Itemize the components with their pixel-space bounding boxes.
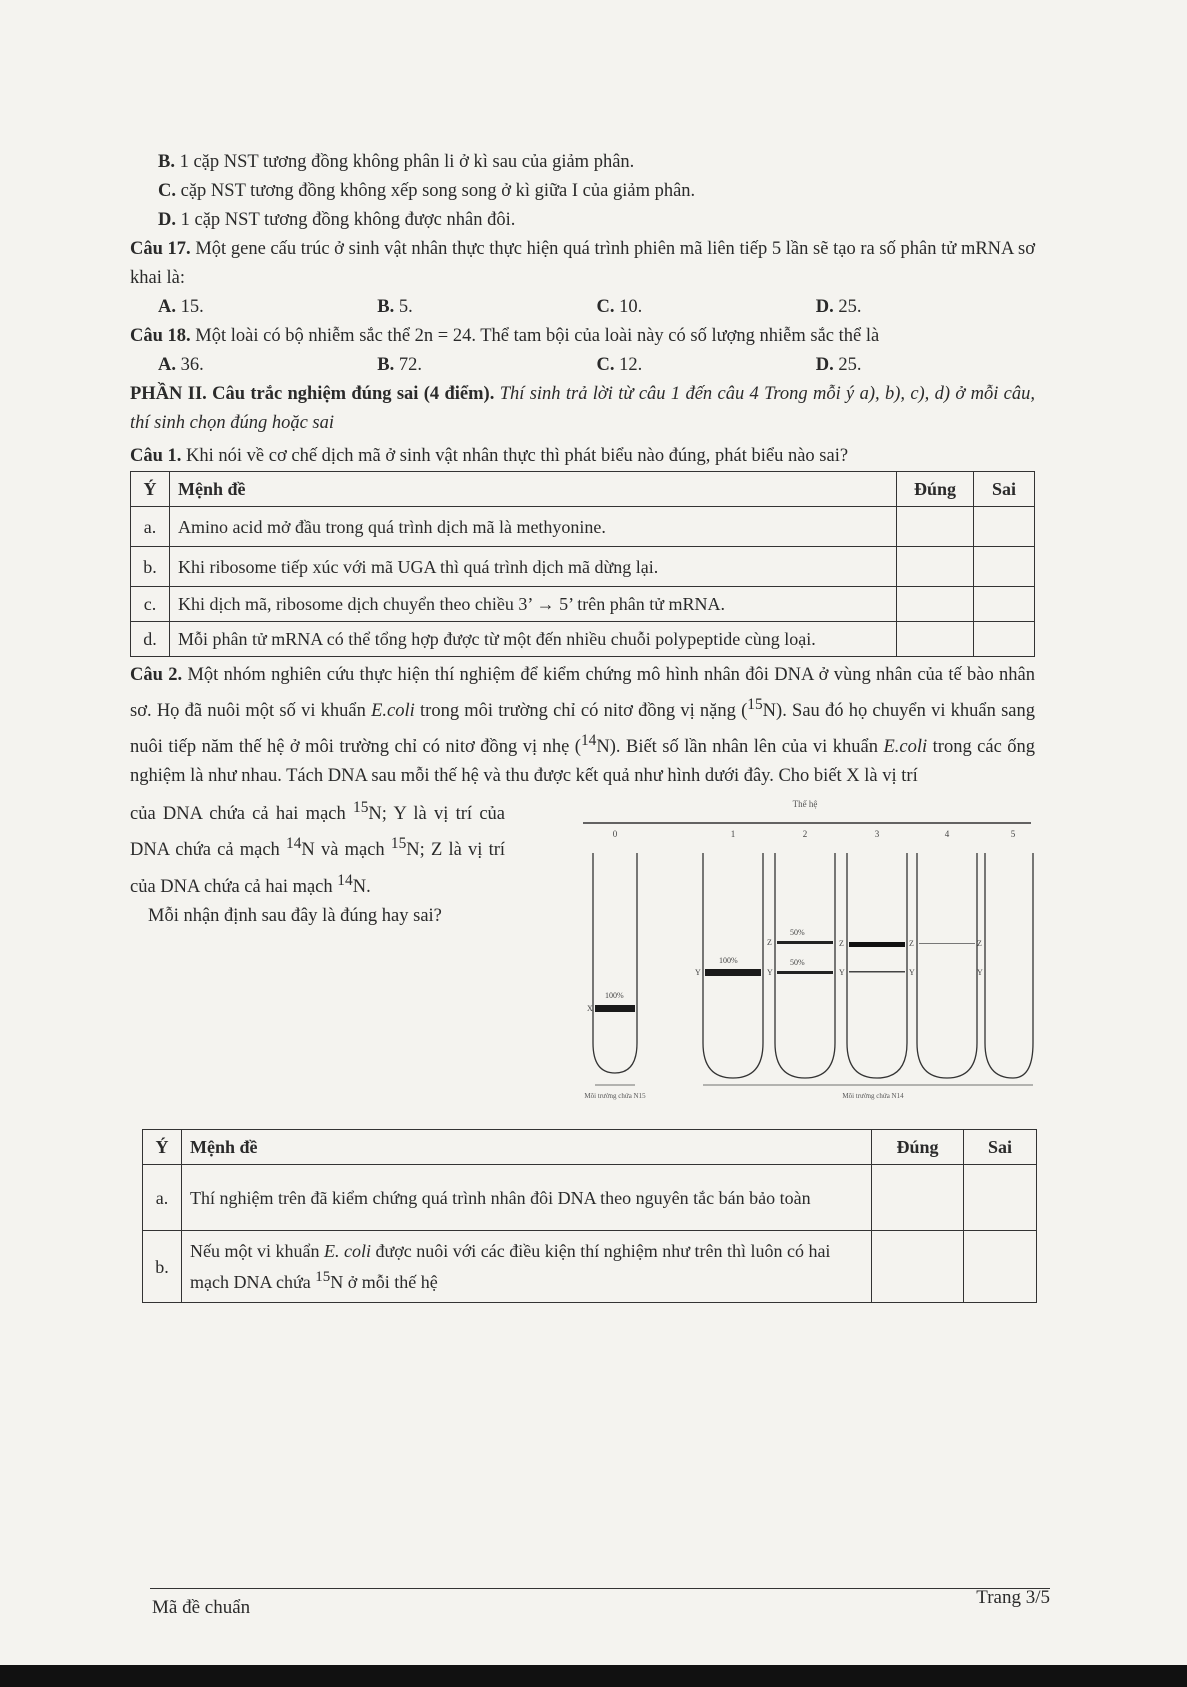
pct-label-gen1: 100% (719, 956, 738, 966)
table-row: b. Nếu một vi khuẩn E. coli được nuôi với các điều kiện thí nghiệm như trên thì luôn có hai mạch DNA chứa $^{15}$N ở mỗi thế hệ (143, 1231, 1037, 1303)
y-label-gen2: Y (767, 968, 773, 978)
true-cell[interactable] (872, 1231, 964, 1303)
c1-table (130, 471, 1035, 657)
table-header (143, 1130, 1037, 1165)
q18-option-b: B. 72. (377, 355, 422, 375)
col-true: Đúng (872, 1130, 964, 1165)
band-z-gen3 (849, 942, 905, 947)
footer-page-number: Trang 3/5 (976, 1587, 1050, 1608)
z-label-gen4: Z (909, 939, 914, 949)
true-cell[interactable] (897, 507, 974, 547)
tubes-svg (575, 793, 1035, 1123)
q18-option-a: A. 36. (158, 355, 204, 375)
band-z-gen2 (777, 941, 833, 944)
y-label-gen1: Y (695, 968, 701, 978)
pct-label-gen0: 100% (605, 991, 624, 1001)
true-cell[interactable] (897, 587, 974, 622)
band-y-gen2 (777, 971, 833, 974)
z-label-gen3: Z (839, 939, 844, 949)
true-cell[interactable] (897, 547, 974, 587)
q17-option-a: A. 15. (158, 297, 204, 317)
pct-z-gen2: 50% (790, 928, 805, 938)
band-x-gen0 (595, 1005, 635, 1012)
false-cell[interactable] (964, 1231, 1037, 1303)
tube-5 (985, 853, 1033, 1078)
c1-stem: Câu 1. Khi nói về cơ chế dịch mã ở sinh vật nhân thực thì phát biểu nào đúng, phát biểu nào sai? (130, 446, 849, 466)
table-row: b. Khi ribosome tiếp xúc với mã UGA thì quá trình dịch mã dừng lại. (131, 547, 1035, 587)
x-label-gen0: X (587, 1004, 593, 1014)
false-cell[interactable] (974, 622, 1035, 657)
part2-heading: PHẦN II. Câu trắc nghiệm đúng sai (4 điểm). Thí sinh trả lời từ câu 1 đến câu 4 Trong mỗi ý a), b), c), d) ở mỗi câu, thí sinh chọn đúng hoặc sai (130, 384, 1035, 433)
pct-y-gen2: 50% (790, 958, 805, 968)
y-label-gen3: Y (839, 968, 845, 978)
q18-option-d: D. 25. (815, 355, 862, 375)
tube-number-0: 0 (612, 829, 618, 840)
tube-number-4: 4 (944, 829, 950, 840)
tube-0 (593, 853, 637, 1073)
false-cell[interactable] (974, 587, 1035, 622)
c2-figure-row (130, 793, 1035, 1123)
col-y: Ý (131, 472, 170, 507)
tube-3 (847, 853, 907, 1078)
figure-top-label: Thế hệ (792, 799, 818, 810)
tube-number-3: 3 (874, 829, 880, 840)
q18-options (130, 351, 1035, 380)
col-false: Sai (974, 472, 1035, 507)
c2-table (142, 1129, 1037, 1303)
true-cell[interactable] (897, 622, 974, 657)
q16-option-c: C. cặp NST tương đồng không xếp song song ở kì giữa I của giảm phân. (158, 181, 696, 201)
table-row: a. Thí nghiệm trên đã kiểm chứng quá trình nhân đôi DNA theo nguyên tắc bán bảo toàn (143, 1165, 1037, 1231)
false-cell[interactable] (974, 547, 1035, 587)
q16-option-d: D. 1 cặp NST tương đồng không được nhân đôi. (158, 210, 516, 230)
q17-stem: Câu 17. Một gene cấu trúc ở sinh vật nhân thực thực hiện quá trình phiên mã liên tiếp 5 lần sẽ tạo ra số phân tử mRNA sơ khai là: (130, 239, 1036, 288)
table-header (131, 472, 1035, 507)
q17-option-b: B. 5. (377, 297, 413, 317)
tube-1 (703, 853, 763, 1078)
false-cell[interactable] (974, 507, 1035, 547)
tube-number-5: 5 (1010, 829, 1016, 840)
y-label-gen5: Y (977, 968, 983, 978)
tube-number-1: 1 (730, 829, 736, 840)
band-z-gen4 (919, 943, 975, 944)
page-footer (150, 1587, 1050, 1618)
q16-option-b: B. 1 cặp NST tương đồng không phân li ở kì sau của giảm phân. (158, 152, 635, 172)
c2-intro: Câu 2. Một nhóm nghiên cứu thực hiện thí nghiệm để kiểm chứng mô hình nhân đôi DNA ở vùng nhân của tế bào nhân sơ. Họ đã nuôi một số vi khuẩn E.coli trong môi trường chỉ có nitơ đồng vị nặng ($^{15}$N). Sau đó họ chuyển vi khuẩn sang nuôi tiếp năm thế hệ ở môi trường chỉ có nitơ đồng vị nhẹ ($^{14}$N). Biết số lần nhân lên của vi khuẩn E.coli trong các ống nghiệm là như nhau. Tách DNA sau mỗi thế hệ và thu được kết quả như hình dưới đây. Cho biết X là vị trí (130, 665, 1036, 787)
band-y-gen3 (849, 971, 905, 973)
z-label-gen2: Z (767, 938, 772, 948)
col-y: Ý (143, 1130, 182, 1165)
caption-right: Môi trường chứa N14 (842, 1092, 904, 1101)
q17-option-c: C. 10. (596, 297, 643, 317)
tube-4 (917, 853, 977, 1078)
caption-left: Môi trường chứa N15 (584, 1092, 646, 1101)
col-false: Sai (964, 1130, 1037, 1165)
y-label-gen4: Y (909, 968, 915, 978)
table-row: c. Khi dịch mã, ribosome dịch chuyển theo chiều 3’ → 5’ trên phân tử mRNA. (131, 587, 1035, 622)
q17-option-d: D. 25. (815, 297, 862, 317)
scan-border (0, 1665, 1187, 1687)
footer-exam-code: Mã đề chuẩn (152, 1597, 251, 1618)
tube-number-2: 2 (802, 829, 808, 840)
q18-option-c: C. 12. (596, 355, 643, 375)
page-content (130, 148, 1035, 1303)
c2-side-text: của DNA chứa cả hai mạch $^{15}$N; Y là vị trí của DNA chứa cả mạch $^{14}$N và mạch $^{15}$N; Z là vị trí của DNA chứa cả hai mạch $^{14}$N. Mỗi nhận định sau đây là đúng hay sai? (130, 793, 505, 1123)
q18-stem: Câu 18. Một loài có bộ nhiễm sắc thể 2n = 24. Thể tam bội của loài này có số lượng nhiễm sắc thể là (130, 326, 880, 346)
table-row: d. Mỗi phân tử mRNA có thể tổng hợp được từ một đến nhiều chuỗi polypeptide cùng loại. (131, 622, 1035, 657)
col-statement: Mệnh đề (170, 472, 897, 507)
dna-tubes-figure (575, 793, 1035, 1123)
true-cell[interactable] (872, 1165, 964, 1231)
z-label-gen5: Z (977, 939, 982, 949)
table-row: a. Amino acid mở đầu trong quá trình dịch mã là methyonine. (131, 507, 1035, 547)
band-y-gen1 (705, 969, 761, 976)
c2-prompt: Mỗi nhận định sau đây là đúng hay sai? (148, 905, 442, 926)
col-statement: Mệnh đề (182, 1130, 872, 1165)
col-true: Đúng (897, 472, 974, 507)
q17-options (130, 293, 1035, 322)
tube-2 (775, 853, 835, 1078)
false-cell[interactable] (964, 1165, 1037, 1231)
